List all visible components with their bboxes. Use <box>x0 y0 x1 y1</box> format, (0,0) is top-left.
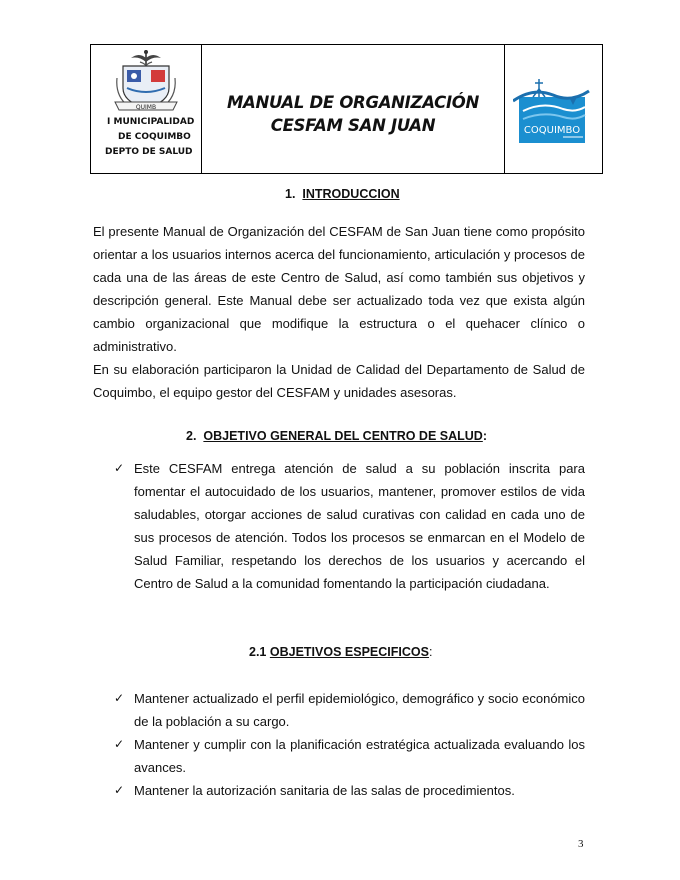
list-item-text: Mantener y cumplir con la planificación estratégica actualizada evaluando los avances. <box>134 737 585 775</box>
list-item <box>114 779 585 802</box>
introduction-paragraph-1: El presente Manual de Organización del CESFAM de San Juan tiene como propósito orientar a los usuarios internos acerca del funcionamiento, articulación y procesos de cada una de las áreas de este Centro de Salud, así como también sus objetivos y descripción general. Este Manual debe ser actualizado toda vez que exista algún cambio organizacional que modifique la estructura o el quehacer clínico o administrativo. <box>93 224 585 354</box>
section-1-number: 1. <box>285 187 296 201</box>
section-2-1-number: 2.1 <box>249 645 267 659</box>
list-item-text: Mantener actualizado el perfil epidemiológico, demográfico y socio económico de la población a su cargo. <box>134 691 585 729</box>
section-2-number: 2. <box>186 429 197 443</box>
municipality-line-3: DEPTO DE SALUD <box>105 147 193 157</box>
section-2-heading <box>186 429 487 443</box>
list-item-text: Mantener la autorización sanitaria de las salas de procedimientos. <box>134 783 515 798</box>
logo-text: COQUIMBO <box>523 125 581 136</box>
list-item <box>114 457 585 595</box>
specific-objectives-list <box>114 687 585 802</box>
section-2-title: OBJETIVO GENERAL DEL CENTRO DE SALUD <box>203 429 483 443</box>
section-1-heading <box>285 187 400 201</box>
section-2-1-title: OBJETIVOS ESPECIFICOS <box>269 645 429 659</box>
section-2-colon: : <box>482 429 487 443</box>
list-item <box>114 733 585 779</box>
logo-cell <box>505 45 602 173</box>
municipality-cell <box>91 45 202 173</box>
crest-label: QUIMB <box>135 104 157 111</box>
coquimbo-logo-icon <box>513 75 593 147</box>
checkmark-icon: ✓ <box>114 737 125 751</box>
document-title-line-1: MANUAL DE ORGANIZACIÓN <box>226 93 480 112</box>
municipality-text <box>91 115 201 160</box>
municipality-crest-icon <box>109 48 183 116</box>
section-2-1-colon: : <box>428 645 433 659</box>
checkmark-icon: ✓ <box>114 783 125 797</box>
checkmark-icon: ✓ <box>114 461 125 475</box>
section-1-title: INTRODUCCION <box>302 187 400 201</box>
general-objective-list <box>114 457 585 595</box>
page-number: 3 <box>578 838 584 850</box>
document-header <box>90 44 603 174</box>
introduction-paragraph-2: En su elaboración participaron la Unidad de Calidad del Departamento de Salud de Coquimbo, el equipo gestor del CESFAM y unidades asesoras. <box>93 362 585 400</box>
list-item-text: Este CESFAM entrega atención de salud a su población inscrita para fomentar el autocuidado de los usuarios, mantener, promover estilos de vida saludables, otorgar acciones de salud curativas con calidad en cada uno de sus procesos de atención. Todos los procesos se enmarcan en el Modelo de Salud Familiar, respetando los derechos de los usuarios y acercando el Centro de Salud a la comunidad fomentando la participación ciudadana. <box>134 461 585 591</box>
checkmark-icon: ✓ <box>114 691 125 705</box>
list-item <box>114 687 585 733</box>
municipality-line-2: DE COQUIMBO <box>118 132 191 142</box>
section-2-1-heading <box>249 645 432 659</box>
document-title-line-2: CESFAM SAN JUAN <box>270 116 436 135</box>
title-cell <box>202 45 505 173</box>
introduction-text <box>93 220 585 404</box>
municipality-line-1: I MUNICIPALIDAD <box>107 117 195 127</box>
